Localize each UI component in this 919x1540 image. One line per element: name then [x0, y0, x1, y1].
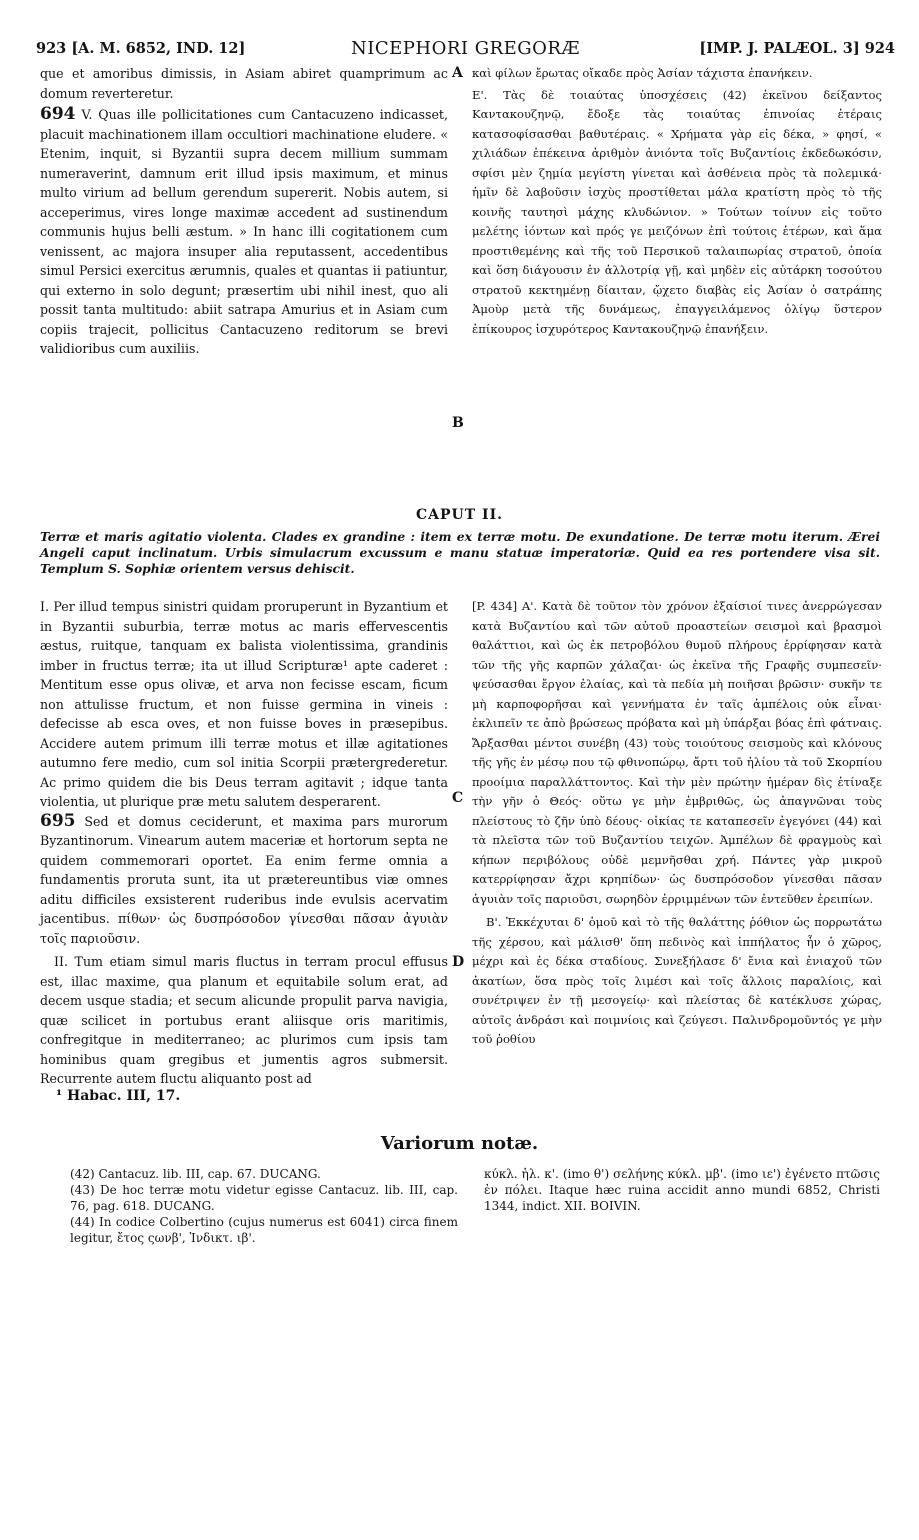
greek-section-i: [P. 434] Α'. Κατὰ δὲ τοῦτον τὸν χρόνον ἐξαίσιοί τινες ἀνερρώγεσαν κατὰ Βυζαντίου καὶ τῶν αὐτοῦ προαστείων σεισμοὶ καὶ βρασμοὶ θαλάττιοι, καὶ ὡς ἐκ πετροβόλου θυμοῦ πλήρους ἐρρίφησαν κατὰ τῶν τῆς γῆς καρπῶν χάλαζαι· ὡς ἐκεῖνα τῆς Γραφῆς συμπεσεῖν· ψεύσασθαι ἔργον ἐλαίας, καὶ τὰ πεδία μὴ ποιῆσαι βρῶσιν· συκῆν τε μὴ καρποφορῆσαι καὶ γεννήματα ἐν ταῖς ἀμπέλοις οὐκ εἶναι· ἐκλιπεῖν τε ἀπὸ βρώσεως πρόβατα καὶ μὴ ὑπάρξαι βόας ἐπὶ φάτναις. Ἄρξασθαι μέντοι συνέβη (43) τοὺς τοιούτους σεισμοὺς καὶ κλόνους τῆς γῆς ἐν μέσῳ που τῷ φθινοπώρῳ, ἄρτι τοῦ ἡλίου τὰ τοῦ Σκορπίου προοίμια παραλλάττοντος. Καὶ τὴν μὲν πρώτην ἡμέραν δὶς ἐτίναξε τὴν γῆν ὁ Θεός· οὕτω γε μὴν ἐμβριθῶς, ὡς ἀπαγνῶναι τοὺς πλείστους τὸ ζῆν ὑπὸ δέους· οἰκίας τε καταπεσεῖν ἐγεγόνει (44) καὶ τὰ πλεῖστα τῶν τοῦ Βυζαντίου τειχῶν. Ἀμπέλων δὲ φραγμοὺς καὶ κήπων περιβόλους οὐδὲ μεμνῆσθαι χρή. Πάντες γὰρ μικροῦ κατερρίφησαν ἄχρι κρηπίδων· ὡς δυσπρόσοδον γίνεσθαι πᾶσαν ἀγυιὰν τοῖς παριοῦσι, σωρηδὸν ἐρριμμένων τῶν ἐντεῦθεν ἐρειπίων. — [472, 599, 882, 906]
chapter-title: CAPUT II. — [415, 507, 503, 523]
note-43: (43) De hoc terræ motu videtur egisse Cantacuz. lib. III, cap. 76, pag. 618. DUCANG. — [70, 1183, 458, 1213]
latin-section-i-cont: Sed et domus ceciderunt, et maxima pars murorum Byzantinorum. Vinearum autem maceriæ et hortorum septa ne quidem commemorari oportet. Ea enim ferme omnia a fundamentis proruta sunt, ita ut prætereuntibus viæ omnes aditu difficiles exsisterent ruderibus inde evulsis acervatim jacentibus. πίθων· ὡς δυσπρόσοδον γίνεσθαι πᾶσαν ἀγυιὰν τοῖς παριοῦσιν. — [40, 813, 448, 946]
latin-section-ii: II. Tum etiam simul maris fluctus in terram procul effusus est, illac maxime, qua planum et equitabile solum erat, ad decem usque stadia; et secum alicunde propulit parva navigia, quæ scilicet in portubus erant aliisque oris maritimis, confregitque in mediterraneo; ac plurimos cum ipsis tam hominibus quam gregibus et jumentis agros submersit. Recurrente autem fluctu aliquanto post ad — [40, 954, 448, 1086]
latin-column-top — [40, 64, 448, 359]
greek-column-bottom — [472, 597, 882, 1050]
page-number-695: 695 — [40, 810, 76, 831]
greek-column-top — [472, 64, 882, 339]
page-header — [36, 36, 895, 62]
latin-column-bottom — [40, 597, 448, 1089]
notes-right-column — [484, 1166, 880, 1214]
latin-intro: que et amoribus dimissis, in Asiam abiret quamprimum ac domum reverteretur. — [40, 66, 448, 101]
greek-section-ii: Β'. Ἐκκέχυται δ' ὁμοῦ καὶ τὸ τῆς θαλάττης ῥόθιον ὡς πορρωτάτω τῆς χέρσου, καὶ μάλισθ' ὅπη πεδινὸς καὶ ἱππήλατος ἦν ὁ χῶρος, μέχρι καὶ ἐς δέκα σταδίους. Συνεξήλασε δ' ἔνια καὶ ἐνιαχοῦ τῶν ἀκατίων, ὅσα πρὸς τοῖς λιμέσι καὶ τοῖς ἄλλοις παραλίοις, καὶ συνέτριψεν ἐν τῇ μεσογείῳ· καὶ πλείστας δὲ κατέκλυσε χώρας, αὐτοῖς ἀνδράσι καὶ ποιμνίοις καὶ ζεύγεσι. Παλινδρομοῦντός γε μὴν τοῦ ῥοθίου — [472, 915, 882, 1046]
note-continuation: κύκλ. ἡλ. κ'. (imo θ') σελήνης κύκλ. μβ'. (imo ιε') ἐγένετο πτῶσις ἐν πόλει. Itaque hæc ruina accidit anno mundi 6852, Christi 1344, indict. XII. BOIVIN. — [484, 1167, 880, 1213]
header-title: NICEPHORI GREGORÆ — [351, 38, 580, 59]
note-44: (44) In codice Colbertino (cujus numerus est 6041) circa finem legitur, ἔτος ςωνβ', Ἰνδικτ. ιβ'. — [70, 1215, 458, 1245]
scripture-footnote: ¹ Habac. III, 17. — [56, 1088, 181, 1104]
latin-section-v: V. Quas ille pollicitationes cum Cantacuzeno indicasset, placuit machinationem illam occultiori machinatione eludere. « Etenim, inquit, si Byzantii supra decem millium summam numeraverint, damnum erit illud ipsis maximum, et minus multo virium ad bellum gerendum supererit. Nobis autem, si acceperimus, vires longe maximæ accedent ad sustinendum communis hujus belli æstum. » In hanc illi cogitationem cum venissent, ac majora insuper alia reputassent, accedentibus simul Persici exercitus ærumnis, quales et quantas ii patiuntur, qui externo in solo degunt; præsertim ubi nihil inest, quo ali possit tanta multitudo: abiit satrapa Amurius et in Asiam cum copiis trajecit, pollicitus Cantacuzeno reditorum se brevi validioribus cum auxiliis. — [40, 107, 448, 356]
notes-title: Variorum notæ. — [380, 1133, 539, 1154]
page-number-694: 694 — [40, 104, 76, 124]
notes-left-column — [70, 1166, 458, 1246]
margin-marker-b: B — [452, 415, 464, 431]
greek-section-v: Ε'. Τὰς δὲ τοιαύτας ὑποσχέσεις (42) ἐκεῖνου δείξαντος Καντακουζηνῷ, ἔδοξε τὰς τοιαύτας ἐπινοίας ἑτέραις κατασοφίσασθαι βαθυτέραις. « Χρήματα γὰρ εἰς δέκα, » φησί, « χιλιάδων ἐπέκεινα ἀριθμὸν ἀνιόντα τοῖς Βυζαντίοις ἐκδεδωκόσιν, σφίσι μὲν ζημία μεγίστη γίνεται καὶ ἀσθένεια πρὸς τὰ πολεμικά· ἡμῖν δὲ λαβοῦσιν ἰσχὺς προστίθεται μάλα κρατίστη πρὸς τὸ τῆς κοινῆς ταυτησὶ μάχης κλυδώνιον. » Τούτων τοίνυν εἰς τοῦτο μελέτης ἰόντων καὶ πρός γε μειζόνων ἐπὶ τούτοις ἑτέρων, καὶ ἅμα προστιθεμένης καὶ τῆς τοῦ Περσικοῦ ταλαιπωρίας στρατοῦ, ὁποία καὶ ὅση διάγουσιν ἐν ἀλλοτρίᾳ γῇ, καὶ μηδὲν εἰς αὐτάρκη τοσούτου στρατοῦ κεκτημένῃ δίαιταν, ᾤχετο διαβὰς εἰς Ἀσίαν ὁ σατράπης Ἀμοὺρ μετὰ τῆς δυνάμεως, ἐπαγγειλάμενος ὀλίγῳ ὕστερον ἐπίκουρος ἰσχυρότερος Καντακουζηνῷ ἐπανήξειν. — [472, 87, 882, 336]
chapter-summary: Terræ et maris agitatio violenta. Clades ex grandine : item ex terræ motu. De exundatione. De terræ motu iterum. Ærei Angeli caput inclinatum. Urbis simulacrum excussum e manu statuæ imperatoriæ. Quid ea res portendere visa sit. Templum S. Sophiæ orientem versus dehiscit. — [40, 529, 880, 576]
header-left: 923 [A. M. 6852, IND. 12] — [36, 40, 246, 57]
margin-marker-a: A — [452, 65, 463, 81]
latin-section-i: I. Per illud tempus sinistri quidam proruperunt in Byzantium et in Byzantii suburbia, terræ motus ac maris effervescentis æstus, ruitque, tanquam ex balista violentissima, grandinis imber in fructus terræ; ita ut illud Scripturæ¹ apte caderet : Mentitum esse opus olivæ, et arva non fecisse escam, ficum non attulisse fructum, et non fuisse germina in vineis : defecisse ab esca oves, et non fuisse boves in præsepibus. Accidere autem primum illi terræ motus et illæ agitationes autumno fere medio, cum sol initia Scorpii prætergrederetur. Ac primo quidem die bis Deus terram agitavit ; idque tanta violentia, ut plurique præ metu salutem desperarent. — [40, 599, 448, 809]
header-right: [IMP. J. PALÆOL. 3] 924 — [699, 40, 895, 57]
note-42: (42) Cantacuz. lib. III, cap. 67. DUCANG. — [70, 1167, 321, 1181]
margin-marker-d: D — [452, 954, 465, 970]
greek-intro: καὶ φίλων ἔρωτας οἴκαδε πρὸς Ἀσίαν τάχιστα ἐπανήκειν. — [472, 66, 813, 80]
margin-marker-c: C — [452, 790, 464, 806]
